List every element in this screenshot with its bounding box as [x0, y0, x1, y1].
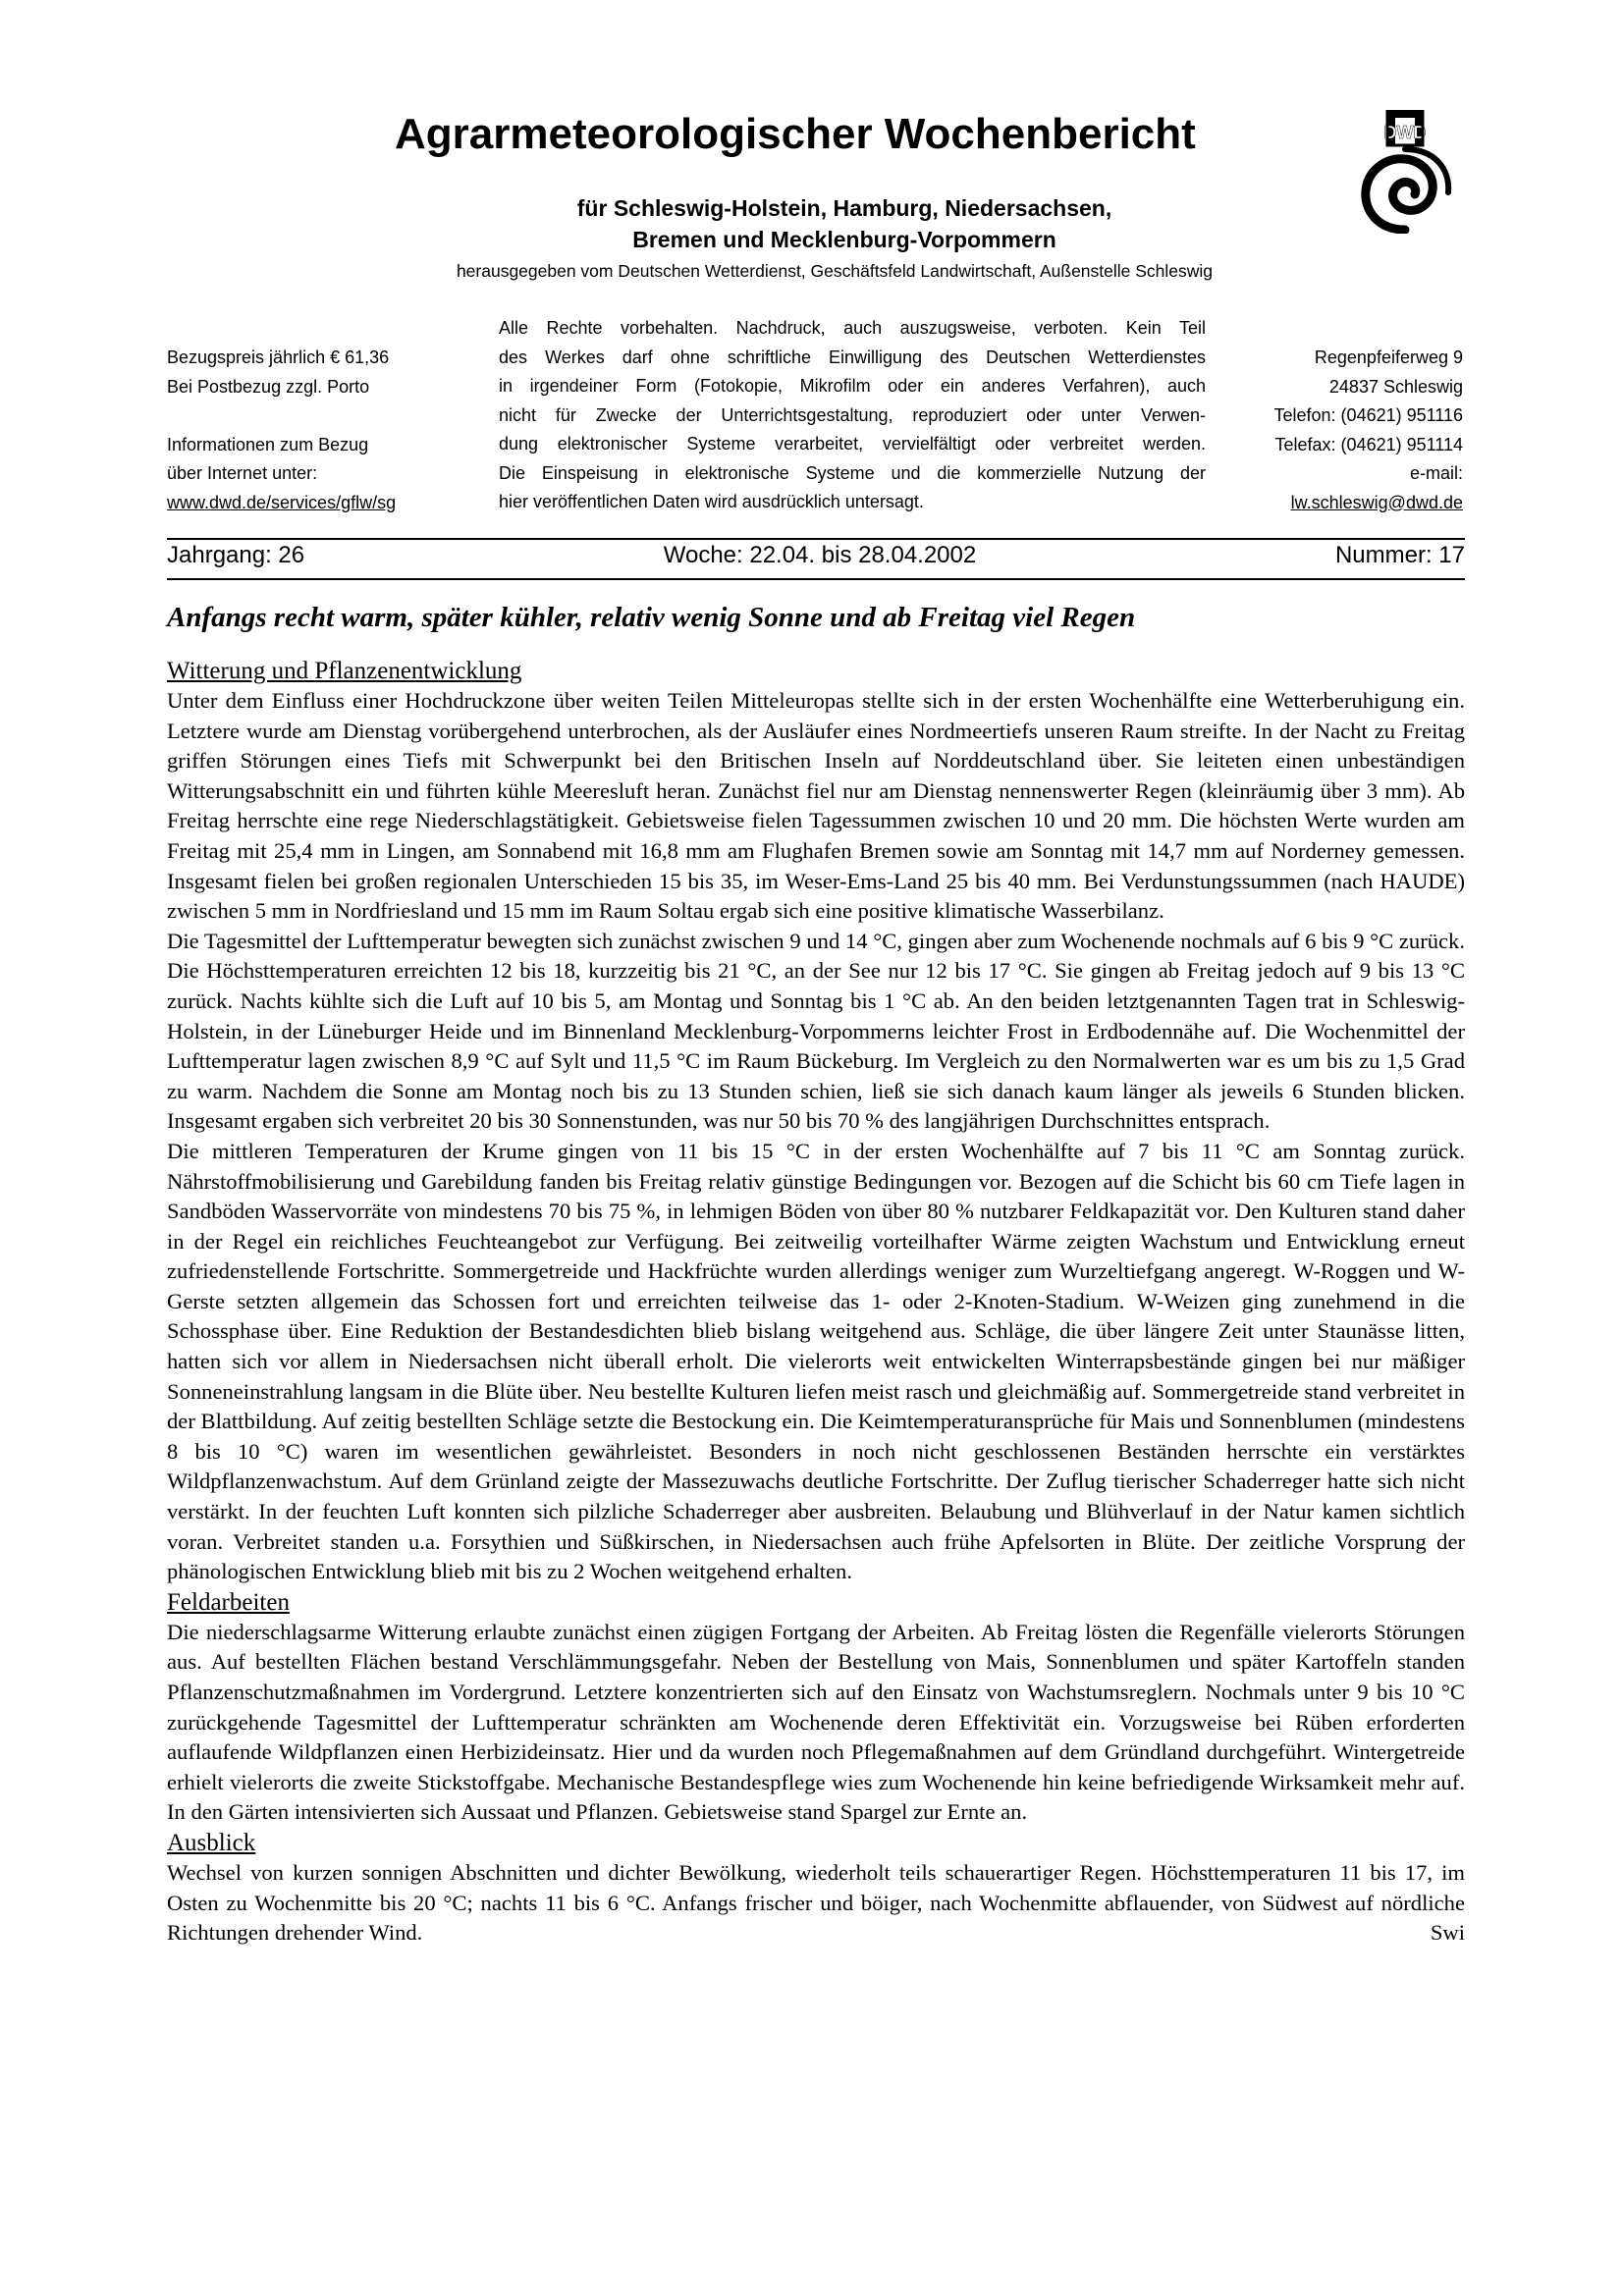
price-text: Bezugspreis jährlich € 61,36 — [167, 347, 390, 367]
logo-lettering: DWD — [1383, 123, 1427, 142]
fax-number: Telefax: (04621) 951114 — [1274, 434, 1463, 454]
issue-meta-bar — [167, 542, 1465, 575]
dwd-logo — [1358, 110, 1452, 234]
publisher-line: herausgegeben vom Deutschen Wetterdienst, Geschäftsfeld Landwirtschaft, Außenstelle Schleswig — [456, 261, 1214, 281]
report-headline: Anfangs recht warm, später kühler, relativ wenig Sonne und ab Freitag viel Regen — [167, 602, 1136, 633]
paragraph-witterung-1: Unter dem Einfluss einer Hochdruckzone über weiten Teilen Mitteleuropas stellte sich in der ersten Wochenhälfte eine Wetterberuhigung ein. Letztere wurde am Dienstag vorübergehend unterbrochen, als der Ausläufer eines Nordmeertiefs unseren Raum streifte. In der Nacht zu Freitag griffen Störungen eines Tiefs mit Schwerpunkt bei den Britischen Inseln auf Norddeutschland über. Sie leiteten einen unbeständigen Witterungsabschnitt ein und führten kühle Meeresluft heran. Zunächst fiel nur am Dienstag nennenswerter Regen (kleinräumig über 3 mm). Ab Freitag herrschte eine rege Niederschlagstätigkeit. Gebietsweise fielen Tagessummen zwischen 10 und 20 mm. Die höchsten Werte wurden am Freitag mit 25,4 mm in Lingen, am Sonnabend mit 16,8 mm am Flughafen Bremen sowie am Sonntag mit 14,7 mm auf Norderney gemessen. Insgesamt fielen bei großen regionalen Unterschieden 15 bis 35, im Weser-Ems-Land 25 bis 40 mm. Bei Verdunstungssummen (nach HAUDE) zwischen 5 mm in Nordfriesland und 15 mm im Raum Soltau ergab sich eine positive klimatische Wasserbilanz. — [167, 688, 1465, 924]
report-body — [167, 656, 1465, 1949]
rights-line: hier veröffentlichen Daten wird ausdrücklich untersagt. — [499, 492, 924, 511]
subtitle-line-2: Bremen und Mecklenburg-Vorpommern — [632, 227, 1056, 252]
website-link[interactable]: www.dwd.de/services/gflw/sg — [167, 492, 397, 512]
issue-number-text: Nummer: 17 — [1334, 542, 1465, 568]
ausblick-text: Wechsel von kurzen sonnigen Abschnitten und dichter Bewölkung, wiederholt teils schauerartiger Regen. Höchsttemperaturen 11 bis 17, im Osten zu Wochenmitte bis 20 °C; nachts 11 bis 6 °C. Anfangs frischer und böiger, nach Wochenmitte abflauender, von Südwest auf nördliche Richtungen drehender Wind. — [167, 1859, 1465, 1946]
rights-line: in irgendeiner Form (Fotokopie, Mikrofilm oder ein anderes Verfahren), auch — [499, 376, 1206, 396]
contact-info — [1217, 344, 1463, 517]
postage-text: Bei Postbezug zzgl. Porto — [167, 376, 370, 397]
paragraph-witterung-3: Die mittleren Temperaturen der Krume gingen von 11 bis 15 °C in der ersten Wochenhälfte auf 7 bis 11 °C am Sonntag zurück. Nährstoffmobilisierung und Garebildung fanden bis Freitag relativ günstige Bedingungen vor. Bezogen auf die Schicht bis 60 cm Tiefe lagen in Sandböden Wasservorräte von mindestens 70 bis 75 %, in lehmigen Böden von über 80 % nutzbarer Feldkapazität vor. Den Kulturen stand daher in der Regel ein reichliches Feuchteangebot zur Verfügung. Bei zeitweilig vorteilhafter Wärme zeigten Wachstum und Entwicklung erneut zufriedenstellende Fortschritte. Sommergetreide und Hackfrüchte wurden allerdings weniger zum Wurzeltiefgang angeregt. W-Roggen und W-Gerste setzten allgemein das Schossen fort und erreichten teilweise das 1- oder 2-Knoten-Stadium. W-Weizen ging zunehmend in die Schossphase über. Eine Reduktion der Bestandesdichten blieb bislang weitgehend aus. Schläge, die über längere Zeit unter Staunässe litten, hatten sich vor allem in Niedersachsen nicht überall erholt. Die vielerorts weit entwickelten Winterrapsbestände gingen bei nur mäßiger Sonneneinstrahlung langsam in die Blüte über. Neu bestellte Kulturen liefen meist rasch und gleichmäßig auf. Sommergetreide stand verbreitet in der Blattbildung. Auf zeitig bestellten Schläge setzte die Bestockung ein. Die Keimtemperaturansprüche für Mais und Sonnenblumen (mindestens 8 bis 10 °C) waren im wesentlichen gewährleistet. Besonders in noch nicht geschlossenen Beständen herrschte ein verstärktes Wildpflanzenwachstum. Auf dem Grünland zeigte der Massezuwachs deutliche Fortschritte. Der Zuflug tierischer Schaderreger hatte sich nicht verstärkt. In der feuchten Luft konnten sich pilzliche Schaderreger aber ausbreiten. Belaubung und Blühverlauf in der Natur kamen sichtlich voran. Verbreitet standen u.a. Forsythien und Süßkirschen, in Niedersachsen auch frühe Apfelsorten in Blüte. Der zeitliche Vorsprung der phänologischen Entwicklung blieb mit bis zu 2 Wochen weitgehend erhalten. — [167, 1138, 1465, 1584]
paragraph-witterung-2: Die Tagesmittel der Lufttemperatur bewegten sich zunächst zwischen 9 und 14 °C, gingen aber zum Wochenende nochmals auf 6 bis 9 °C zurück. Die Höchsttemperaturen erreichten 12 bis 18, kurzzeitig bis 21 °C, an der See nur 12 bis 17 °C. Sie gingen ab Freitag jedoch auf 9 bis 13 °C zurück. Nachts kühlte sich die Luft auf 10 bis 5, am Montag und Sonntag bis 1 °C ab. An den beiden letztgenannten Tagen trat in Schleswig-Holstein, in der Lüneburger Heide und im Binnenland Mecklenburg-Vorpommerns leichter Frost in Erdbodennähe auf. Die Wochenmittel der Lufttemperatur lagen zwischen 8,9 °C auf Sylt und 11,5 °C im Raum Bückeburg. Im Vergleich zu den Normalwerten war es um bis zu 1,5 Grad zu warm. Nachdem die Sonne am Montag noch bis zu 13 Stunden schien, ließ sie sich danach kaum länger als jeweils 6 Stunden blicken. Insgesamt ergaben sich verbreitet 20 bis 30 Sonnenstunden, was nur 50 bis 70 % des langjährigen Durchschnittes entsprach. — [167, 928, 1465, 1134]
author-signature: Swi — [1430, 1920, 1465, 1946]
subtitle-line-1: für Schleswig-Holstein, Hamburg, Niedersachsen, — [576, 195, 1112, 221]
info-line-1: Informationen zum Bezug — [167, 434, 369, 454]
street-address: Regenpfeiferweg 9 — [1314, 347, 1463, 367]
copyright-notice — [499, 314, 1206, 517]
section-heading-witterung: Witterung und Pflanzenentwicklung — [167, 658, 522, 684]
report-title: Agrarmeteorologischer Wochenbericht — [395, 110, 1196, 158]
paragraph-feldarbeiten: Die niederschlagsarme Witterung erlaubte zunächst einen zügigen Fortgang der Arbeiten. Ab Freitag lösten die Regenfälle vielerorts Störungen aus. Auf bestellten Flächen bestand Verschlämmungsgefahr. Neben der Bestellung von Mais, Sonnenblumen und später Kartoffeln standen Pflanzenschutzmaßnahmen im Vordergrund. Letztere konzentrierten sich auf den Einsatz von Wachstumsreglern. Nochmals unter 9 bis 10 °C zurückgehende Tagesmittel der Lufttemperatur schränkten am Wochenende deren Effektivität ein. Vorzugsweise bei Rüben erforderten auflaufende Wildpflanzen einen Herbizideinsatz. Hier und da wurden noch Pflegemaßnahmen auf dem Gründland durchgeführt. Wintergetreide erhielt vielerorts die zweite Stickstoffgabe. Mechanische Bestandespflege wies zum Wochenende hin keine befriedigende Wirksamkeit mehr auf. In den Gärten intensivierten sich Aussaat und Pflanzen. Gebietsweise stand Spargel zur Ernte an. — [167, 1619, 1465, 1825]
rights-line: dung elektronischer Systeme verarbeitet, vervielfältigt oder verbreitet werden. — [499, 434, 1206, 454]
email-link[interactable]: lw.schleswig@dwd.de — [1290, 492, 1463, 512]
section-heading-feldarbeiten: Feldarbeiten — [167, 1588, 290, 1616]
report-subtitle — [471, 192, 1217, 255]
section-heading-ausblick: Ausblick — [167, 1829, 256, 1856]
subscription-info — [167, 344, 461, 517]
paragraph-ausblick — [167, 1858, 1465, 1949]
rights-line: Die Einspeisung in elektronische Systeme und die kommerzielle Nutzung der — [499, 462, 1206, 483]
email-label: e-mail: — [1409, 463, 1463, 483]
info-line-2: über Internet unter: — [167, 463, 318, 483]
rights-line: nicht für Zwecke der Unterrichtsgestaltung, reproduziert oder unter Verwen- — [499, 404, 1206, 425]
phone-number: Telefon: (04621) 951116 — [1273, 405, 1463, 425]
rights-line: des Werkes darf ohne schriftliche Einwilligung des Deutschen Wetterdienstes — [499, 347, 1206, 367]
divider-bottom — [167, 578, 1465, 580]
volume-text: Jahrgang: 26 — [167, 542, 305, 568]
city-address: 24837 Schleswig — [1328, 376, 1463, 397]
week-range-text: Woche: 22.04. bis 28.04.2002 — [663, 542, 977, 568]
divider-top — [167, 538, 1465, 540]
rights-line: Alle Rechte vorbehalten. Nachdruck, auch auszugsweise, verboten. Kein Teil — [499, 318, 1206, 338]
